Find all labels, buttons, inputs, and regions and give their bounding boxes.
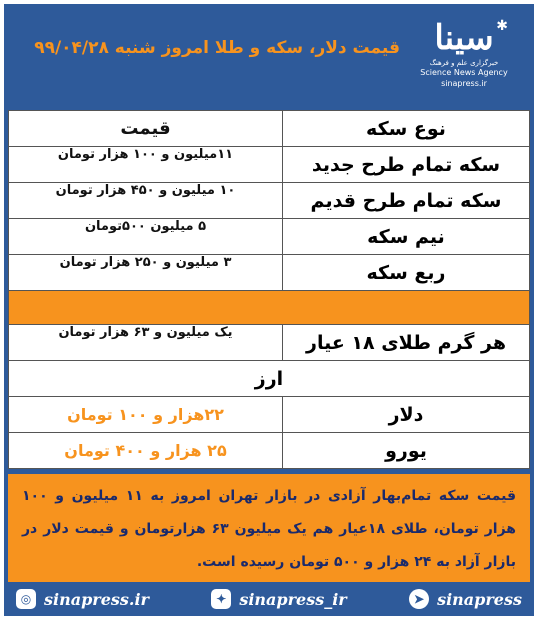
separator-row [9, 291, 530, 325]
instagram-link[interactable] [16, 589, 149, 609]
telegram-link[interactable] [409, 589, 522, 609]
header-coin-type: نوع سکه [283, 111, 530, 147]
currency-name: یورو [283, 433, 530, 469]
logo-site: sinapress.ir [441, 79, 487, 88]
coin-name: سکه تمام طرح قدیم [283, 183, 530, 219]
table-row [9, 219, 530, 255]
coin-name: نیم سکه [283, 219, 530, 255]
twitter-handle: sinapress_ir [239, 589, 347, 609]
currency-name: دلار [283, 397, 530, 433]
telegram-icon: ➤ [409, 589, 429, 609]
coin-price: ۳ میلیون و ۲۵۰ هزار تومان [9, 255, 283, 291]
coin-name: ربع سکه [283, 255, 530, 291]
currency-price: ۲۲هزار و ۱۰۰ تومان [9, 397, 283, 433]
logo-tagline-en: Science News Agency [420, 68, 508, 77]
currency-price: ۲۵ هزار و ۴۰۰ تومان [9, 433, 283, 469]
currency-title: ارز [9, 361, 530, 397]
gold-price: یک میلیون و ۶۳ هزار تومان [9, 325, 283, 361]
currency-row [9, 433, 530, 469]
logo-star-icon: ✱ [496, 18, 508, 34]
gold-row [9, 325, 530, 361]
twitter-icon: ✦ [211, 589, 231, 609]
summary-note: قیمت سکه تمام‌بهار آزادی در بازار تهران امروز به ۱۱ میلیون و ۱۰۰ هزار تومان، طلای ۱۸عیار هم یک میلیون ۶۳ هزارتومان و قیمت دلار در بازار آزاد به ۲۴ هزار و ۵۰۰ تومان رسیده است. [8, 474, 530, 582]
table-header-row [9, 111, 530, 147]
header [8, 8, 530, 108]
table-row [9, 183, 530, 219]
currency-title-row [9, 361, 530, 397]
logo-tagline-fa: خبرگزاری علم و فرهنگ [429, 59, 499, 67]
header-price: قیمت [9, 111, 283, 147]
instagram-handle: sinapress.ir [44, 589, 149, 609]
sina-logo [410, 18, 518, 104]
price-table [8, 110, 530, 469]
coin-price: ۱۰ میلیون و ۴۵۰ هزار تومان [9, 183, 283, 219]
logo-brand: سینا [434, 18, 494, 58]
twitter-link[interactable] [211, 589, 346, 609]
table-row [9, 255, 530, 291]
telegram-handle: sinapress [437, 589, 522, 609]
coin-price: ۱۱میلیون و ۱۰۰ هزار تومان [9, 147, 283, 183]
currency-row [9, 397, 530, 433]
instagram-icon: ◎ [16, 589, 36, 609]
page-title: قیمت دلار، سکه و طلا امروز شنبه ۹۹/۰۴/۲۸ [34, 38, 400, 58]
coin-name: سکه تمام طرح جدید [283, 147, 530, 183]
footer [8, 584, 530, 614]
table-row [9, 147, 530, 183]
gold-name: هر گرم طلای ۱۸ عیار [283, 325, 530, 361]
coin-price: ۵ میلیون ۵۰۰تومان [9, 219, 283, 255]
separator-bar [9, 291, 530, 325]
